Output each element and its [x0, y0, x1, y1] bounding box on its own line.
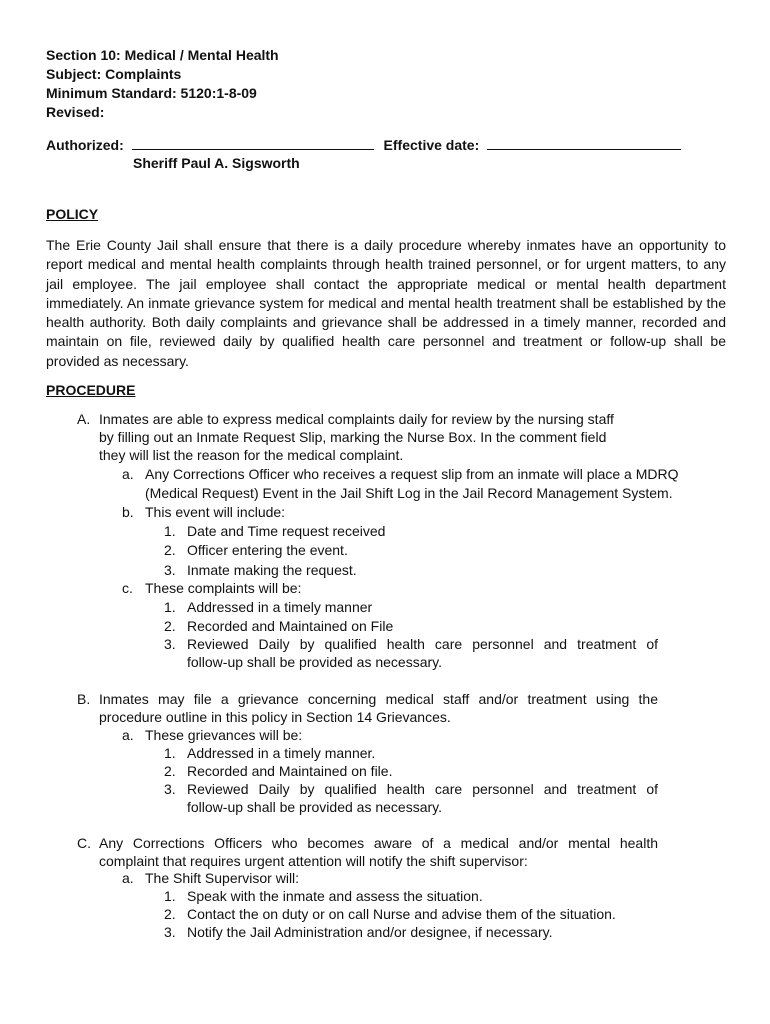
list-item-text: Recorded and Maintained on File [187, 618, 394, 634]
list-item-text: Inmates may file a grievance concerning medical staff and/or treatment using the [99, 691, 658, 707]
authorization-line [46, 136, 736, 171]
list-marker-number: 2. [164, 763, 176, 779]
list-marker-a: a. [122, 870, 134, 886]
section-title: Section 10: Medical / Mental Health [46, 47, 279, 63]
list-marker-a: a. [122, 466, 134, 482]
effective-date-blank [487, 136, 681, 150]
list-item-text: by filling out an Inmate Request Slip, marking the Nurse Box. In the comment field [99, 429, 607, 445]
list-item-text: Notify the Jail Administration and/or designee, if necessary. [187, 924, 553, 940]
list-item-text: Addressed in a timely manner [187, 599, 373, 615]
revised-line: Revised: [46, 104, 105, 120]
list-marker-number: 1. [164, 599, 176, 615]
list-item-text: Inmate making the request. [187, 562, 357, 578]
list-marker-number: 1. [164, 745, 176, 761]
list-marker-number: 3. [164, 924, 176, 940]
list-marker-number: 1. [164, 888, 176, 904]
list-item-text: procedure outline in this policy in Section 14 Grievances. [99, 709, 451, 725]
procedure-heading: PROCEDURE [46, 382, 136, 398]
list-marker-B: B. [77, 691, 91, 707]
authorized-label: Authorized: [46, 137, 124, 153]
list-marker-a: a. [122, 727, 134, 743]
list-marker-number: 3. [164, 636, 176, 652]
list-item-text: (Medical Request) Event in the Jail Shift Log in the Jail Record Management System. [145, 485, 673, 501]
subject-line: Subject: Complaints [46, 66, 182, 82]
list-item-text: complaint that requires urgent attention will notify the shift supervisor: [99, 853, 528, 869]
list-marker-number: 3. [164, 781, 176, 797]
list-item-text: Officer entering the event. [187, 542, 348, 558]
list-item-text: Date and Time request received [187, 523, 386, 539]
list-marker-C: C. [77, 835, 91, 851]
signatory-name: Sheriff Paul A. Sigsworth [133, 155, 300, 171]
list-marker-number: 2. [164, 542, 176, 558]
list-marker-c: c. [122, 580, 133, 596]
list-item-text: The Shift Supervisor will: [145, 870, 300, 886]
effective-date-label: Effective date: [383, 137, 480, 153]
list-marker-number: 2. [164, 906, 176, 922]
minimum-standard: Minimum Standard: 5120:1-8-09 [46, 85, 257, 101]
list-item-text: This event will include: [145, 504, 286, 520]
list-item-text: Any Corrections Officer who receives a request slip from an inmate will place a MDRQ [145, 466, 679, 482]
list-item-text: Any Corrections Officers who becomes aware of a medical and/or mental health [99, 835, 658, 851]
list-item-text: Recorded and Maintained on file. [187, 763, 393, 779]
list-item-text: Speak with the inmate and assess the situation. [187, 888, 483, 904]
list-item-text: These complaints will be: [145, 580, 302, 596]
list-marker-b: b. [122, 504, 134, 520]
list-item-text: Reviewed Daily by qualified health care personnel and treatment of [187, 781, 658, 797]
authorized-signature-blank [132, 136, 374, 150]
list-item-text: they will list the reason for the medical complaint. [99, 447, 404, 463]
list-marker-number: 2. [164, 618, 176, 634]
list-marker-number: 1. [164, 523, 176, 539]
list-item-text: Addressed in a timely manner. [187, 745, 376, 761]
list-item-text: Inmates are able to express medical complaints daily for review by the nursing staff [99, 411, 614, 427]
policy-heading: POLICY [46, 206, 99, 222]
list-marker-A: A. [77, 411, 91, 427]
list-item-text: These grievances will be: [145, 727, 303, 743]
list-item-text: Contact the on duty or on call Nurse and advise them of the situation. [187, 906, 616, 922]
list-item-text: follow-up shall be provided as necessary. [187, 799, 442, 815]
policy-text: The Erie County Jail shall ensure that there is a daily procedure whereby inmates have an opportunity to report medical and mental health complaints through health trained personnel, or for urgent matters, to any jail employee. The jail employee shall contact the appropriate medical or mental health department immediately. An inmate grievance system for medical and mental health treatment shall be established by the health authority. Both daily complaints and grievance shall be addressed in a timely manner, recorded and maintain on file, reviewed daily by qualified health care personnel and treatment or follow-up shall be provided as necessary. [46, 237, 726, 369]
document-header [46, 46, 279, 122]
list-item-text: Reviewed Daily by qualified health care personnel and treatment of [187, 636, 658, 652]
list-item-text: follow-up shall be provided as necessary. [187, 654, 442, 670]
list-marker-number: 3. [164, 562, 176, 578]
